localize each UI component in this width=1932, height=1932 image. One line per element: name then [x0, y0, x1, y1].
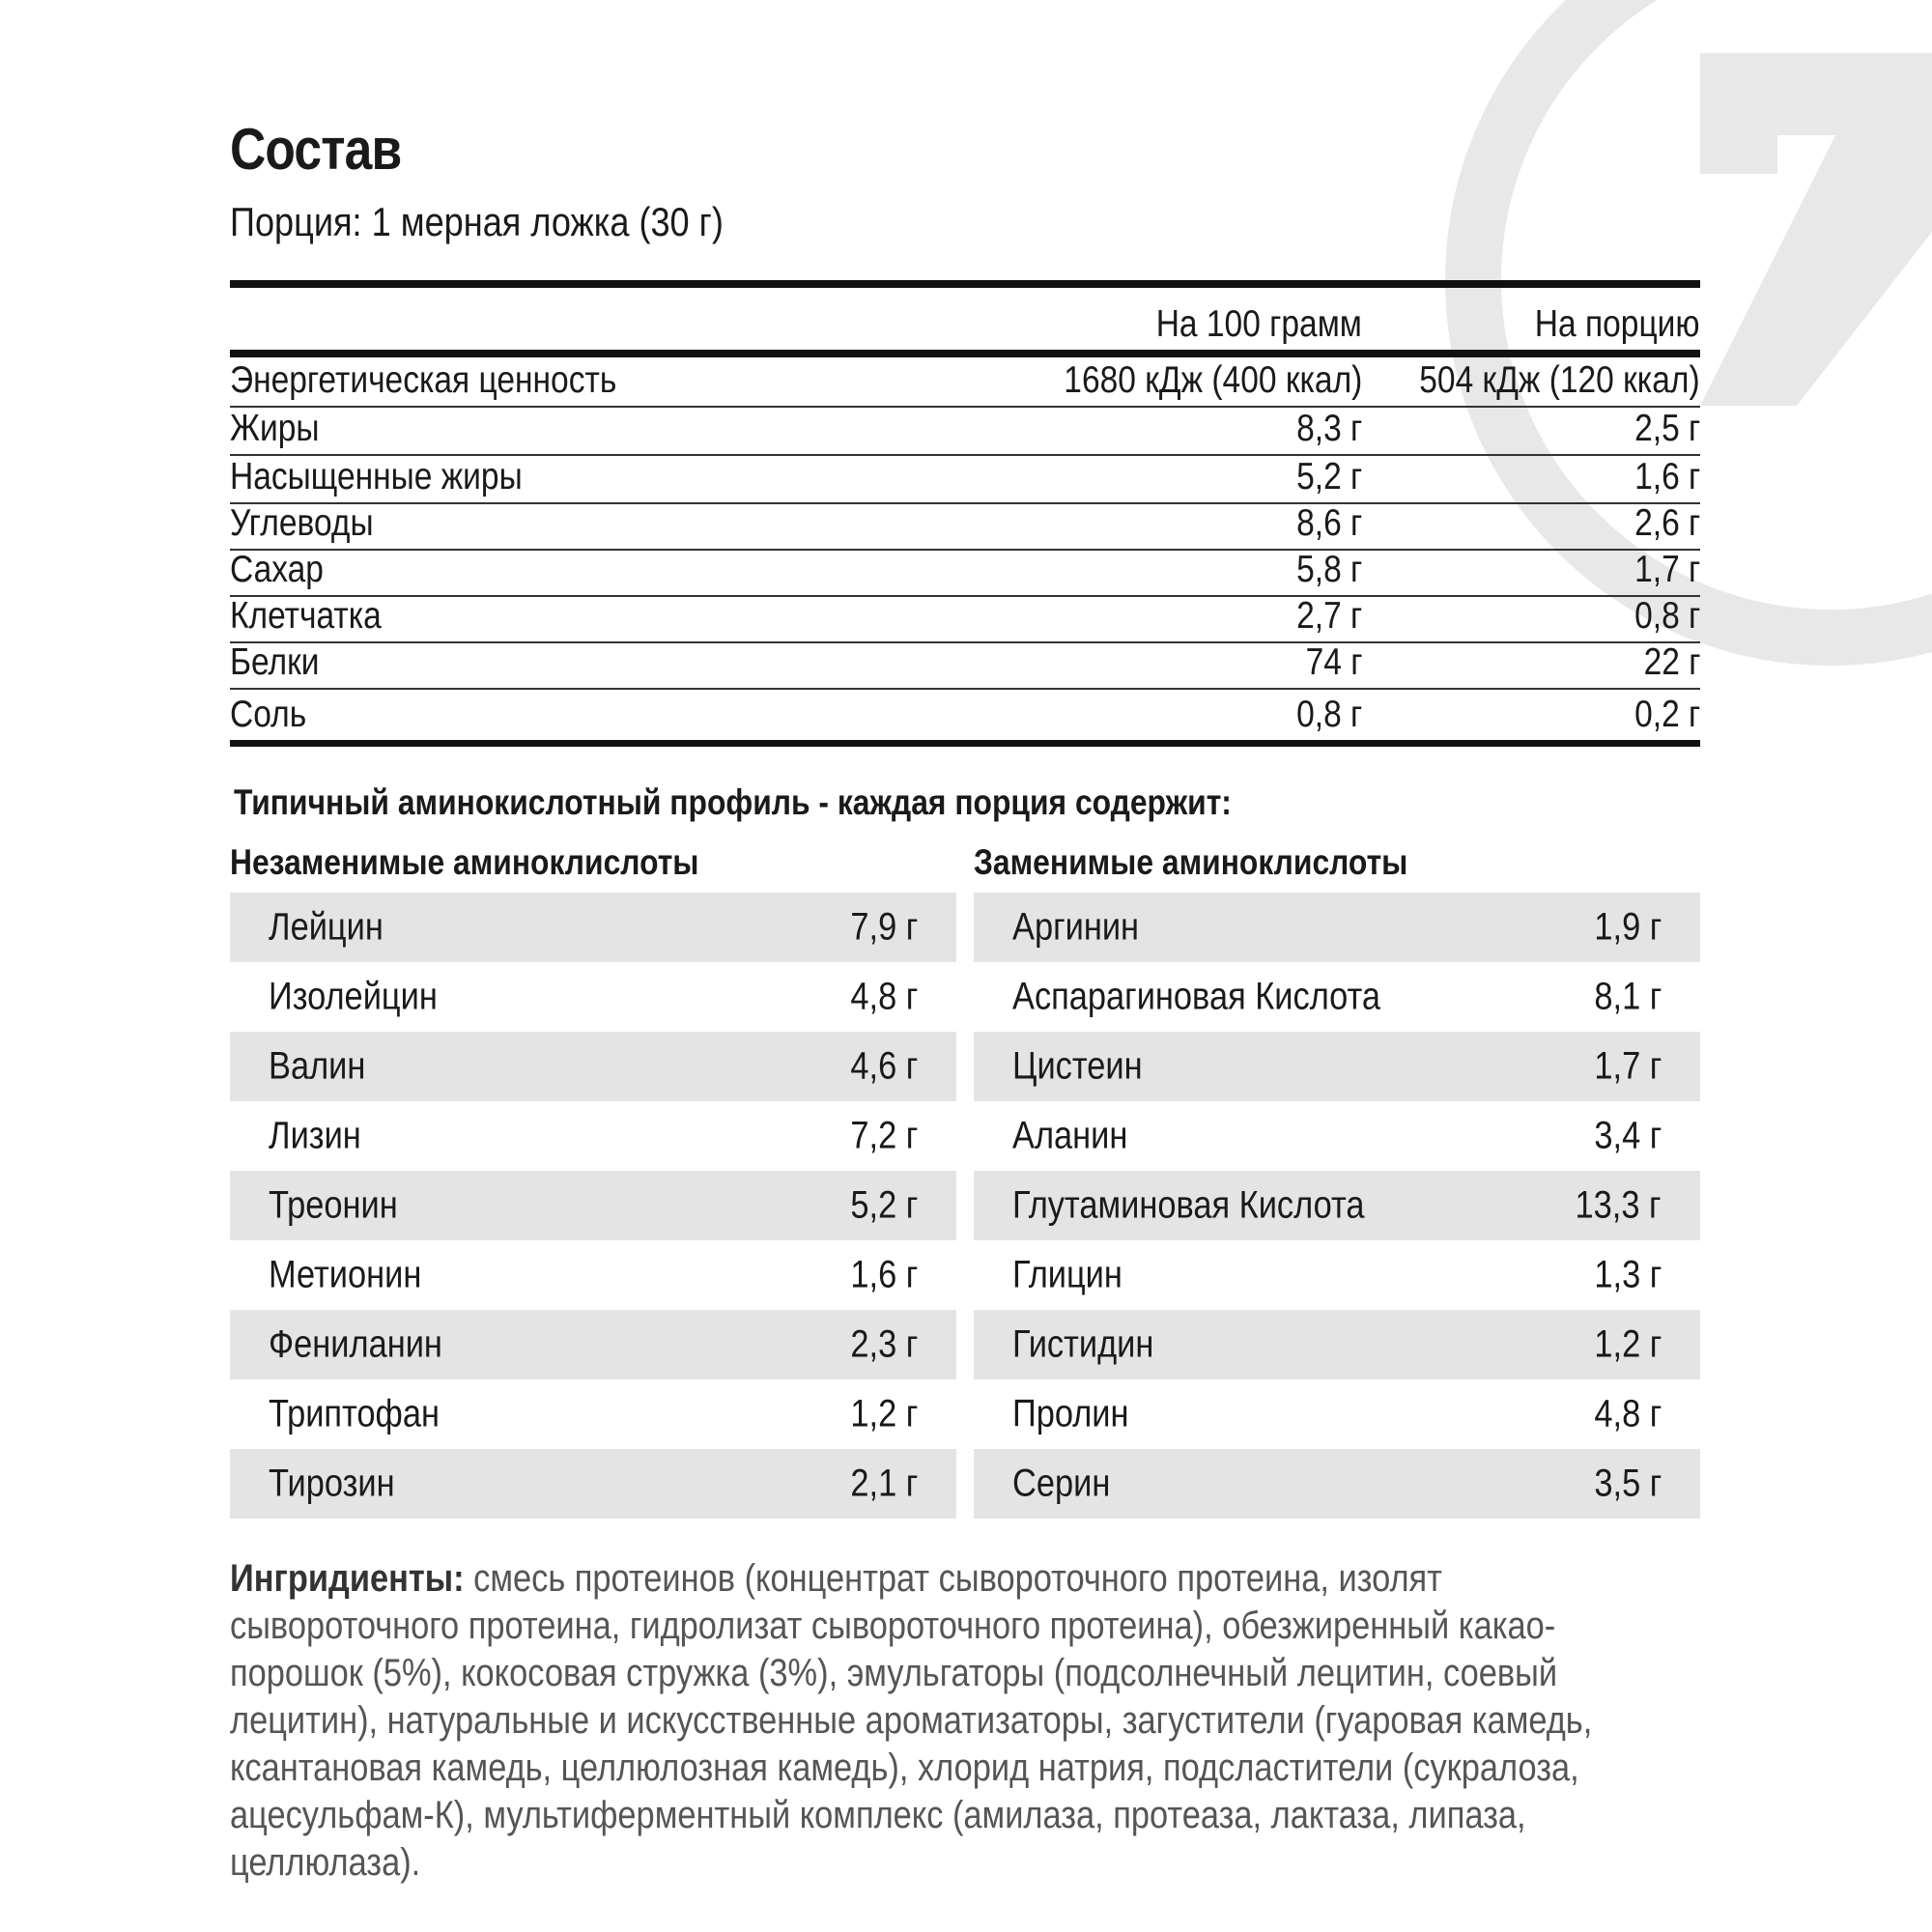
amino-value: 1,2 г: [1594, 1322, 1662, 1366]
amino-value: 2,1 г: [850, 1462, 918, 1505]
list-item: [230, 1101, 956, 1171]
list-item: [974, 1171, 1700, 1240]
amino-name: Фениланин: [269, 1322, 442, 1366]
amino-value: 3,5 г: [1594, 1462, 1662, 1505]
nutrient-per-100g: 0,8 г: [1295, 694, 1362, 735]
nutrient-per-serving: 0,2 г: [1634, 694, 1700, 735]
amino-value: 1,3 г: [1594, 1253, 1662, 1296]
nutrient-per-100g: 8,3 г: [1295, 408, 1362, 449]
list-item: [230, 1240, 956, 1310]
column-header-100g: На 100 грамм: [1155, 303, 1362, 345]
ingredients-text-line: лецитин), натуральные и искусственные ароматизаторы, загустители (гуаровая камедь,: [230, 1699, 1593, 1742]
amino-name: Глицин: [1012, 1253, 1122, 1296]
nutrient-per-serving: 2,6 г: [1634, 502, 1700, 544]
nutrient-per-serving: 22 г: [1643, 641, 1700, 683]
amino-value: 4,8 г: [850, 975, 918, 1018]
table-row: [230, 597, 1700, 643]
amino-name: Глутаминовая Кислота: [1012, 1183, 1365, 1227]
page-title: Состав: [230, 117, 402, 182]
amino-value: 4,8 г: [1594, 1392, 1662, 1435]
amino-name: Цистеин: [1012, 1044, 1143, 1088]
nutrient-name: Насыщенные жиры: [230, 456, 523, 497]
list-item: [974, 1310, 1700, 1379]
ingredients-text-line: целлюлаза).: [230, 1841, 421, 1884]
nutrient-name: Соль: [230, 694, 307, 735]
ingredients-text-line: ксантановая камедь, целлюлозная камедь), хлорид натрия, подсластители (сукралоза,: [230, 1747, 1579, 1789]
amino-name: Аспарагиновая Кислота: [1012, 975, 1381, 1018]
list-item: [230, 1032, 956, 1101]
amino-name: Аргинин: [1012, 905, 1140, 949]
ingredients-text-line: сывороточного протеина, гидролизат сывороточного протеина), обезжиренный какао-: [230, 1605, 1556, 1647]
list-item: [230, 893, 956, 962]
nutrient-per-serving: 504 кДж (120 ккал): [1419, 359, 1700, 401]
amino-value: 1,6 г: [850, 1253, 918, 1296]
amino-value: 8,1 г: [1594, 975, 1662, 1018]
nutrient-per-100g: 1680 кДж (400 ккал): [1063, 359, 1362, 401]
list-item: [230, 1449, 956, 1519]
serving-size: Порция: 1 мерная ложка (30 г): [230, 199, 724, 244]
nutrient-per-serving: 1,6 г: [1634, 456, 1700, 497]
nutrition-table: [230, 280, 1700, 747]
amino-value: 5,2 г: [850, 1183, 918, 1227]
amino-name: Тирозин: [269, 1462, 395, 1505]
table-row: [230, 357, 1700, 408]
nutrient-per-100g: 2,7 г: [1295, 595, 1362, 637]
ingredients-label: Ингридиенты:: [230, 1557, 465, 1600]
list-item: [974, 1379, 1700, 1449]
nutrient-name: Сахар: [230, 549, 324, 590]
amino-name: Лейцин: [269, 905, 384, 949]
list-item: [230, 962, 956, 1032]
nonessential-amino-list: [974, 842, 1700, 1519]
amino-name: Триптофан: [269, 1392, 440, 1435]
amino-value: 2,3 г: [850, 1322, 918, 1366]
table-top-rule: [230, 280, 1700, 288]
list-item: [974, 1101, 1700, 1171]
list-item: [974, 1449, 1700, 1519]
list-item: [230, 1379, 956, 1449]
amino-value: 7,9 г: [850, 905, 918, 949]
list-item: [974, 893, 1700, 962]
amino-profile-title: Типичный аминокислотный профиль - каждая порция содержит:: [234, 782, 1232, 822]
amino-name: Пролин: [1012, 1392, 1129, 1435]
nutrient-per-100g: 74 г: [1305, 641, 1362, 683]
amino-value: 1,7 г: [1594, 1044, 1662, 1088]
nutrient-per-100g: 8,6 г: [1295, 502, 1362, 544]
nutrient-name: Энергетическая ценность: [230, 359, 617, 401]
amino-name: Метионин: [269, 1253, 422, 1296]
nonessential-amino-heading: Заменимые аминоклислоты: [974, 842, 1408, 882]
amino-value: 1,2 г: [850, 1392, 918, 1435]
amino-name: Гистидин: [1012, 1322, 1154, 1366]
nutrient-per-100g: 5,2 г: [1295, 456, 1362, 497]
table-row: [230, 408, 1700, 456]
nutrient-per-serving: 1,7 г: [1634, 549, 1700, 590]
amino-name: Лизин: [269, 1114, 361, 1157]
ingredients-text-line: порошок (5%), кокосовая стружка (3%), эмульгаторы (подсолнечный лецитин, соевый: [230, 1652, 1558, 1694]
amino-value: 1,9 г: [1594, 905, 1662, 949]
nutrient-name: Жиры: [230, 408, 320, 449]
table-row: [230, 551, 1700, 597]
amino-value: 3,4 г: [1594, 1114, 1662, 1157]
nutrition-header-row: [230, 288, 1700, 357]
nutrient-per-serving: 2,5 г: [1634, 408, 1700, 449]
list-item: [974, 1240, 1700, 1310]
list-item: [974, 1032, 1700, 1101]
table-row: [230, 456, 1700, 504]
essential-amino-list: [230, 842, 956, 1519]
amino-name: Изолейцин: [269, 975, 438, 1018]
nutrient-name: Белки: [230, 641, 320, 683]
amino-name: Серин: [1012, 1462, 1111, 1505]
column-header-serving: На порцию: [1535, 303, 1700, 345]
list-item: [230, 1310, 956, 1379]
ingredients-text-line: смесь протеинов (концентрат сывороточного протеина, изолят: [464, 1557, 1442, 1600]
amino-value: 4,6 г: [850, 1044, 918, 1088]
table-row: [230, 690, 1700, 747]
list-item: [974, 962, 1700, 1032]
amino-value: 7,2 г: [850, 1114, 918, 1157]
essential-amino-heading: Незаменимые аминоклислоты: [230, 842, 699, 882]
amino-value: 13,3 г: [1575, 1183, 1662, 1227]
list-item: [230, 1171, 956, 1240]
table-row: [230, 504, 1700, 551]
amino-name: Валин: [269, 1044, 366, 1088]
nutrient-name: Клетчатка: [230, 595, 382, 637]
nutrient-per-100g: 5,8 г: [1295, 549, 1362, 590]
ingredients-paragraph: [230, 1555, 1700, 1887]
amino-name: Аланин: [1012, 1114, 1128, 1157]
amino-name: Треонин: [269, 1183, 398, 1227]
table-row: [230, 643, 1700, 690]
nutrient-per-serving: 0,8 г: [1634, 595, 1700, 637]
nutrient-name: Углеводы: [230, 502, 374, 544]
ingredients-text-line: ацесульфам-К), мультиферментный комплекс (амилаза, протеаза, лактаза, липаза,: [230, 1794, 1526, 1836]
